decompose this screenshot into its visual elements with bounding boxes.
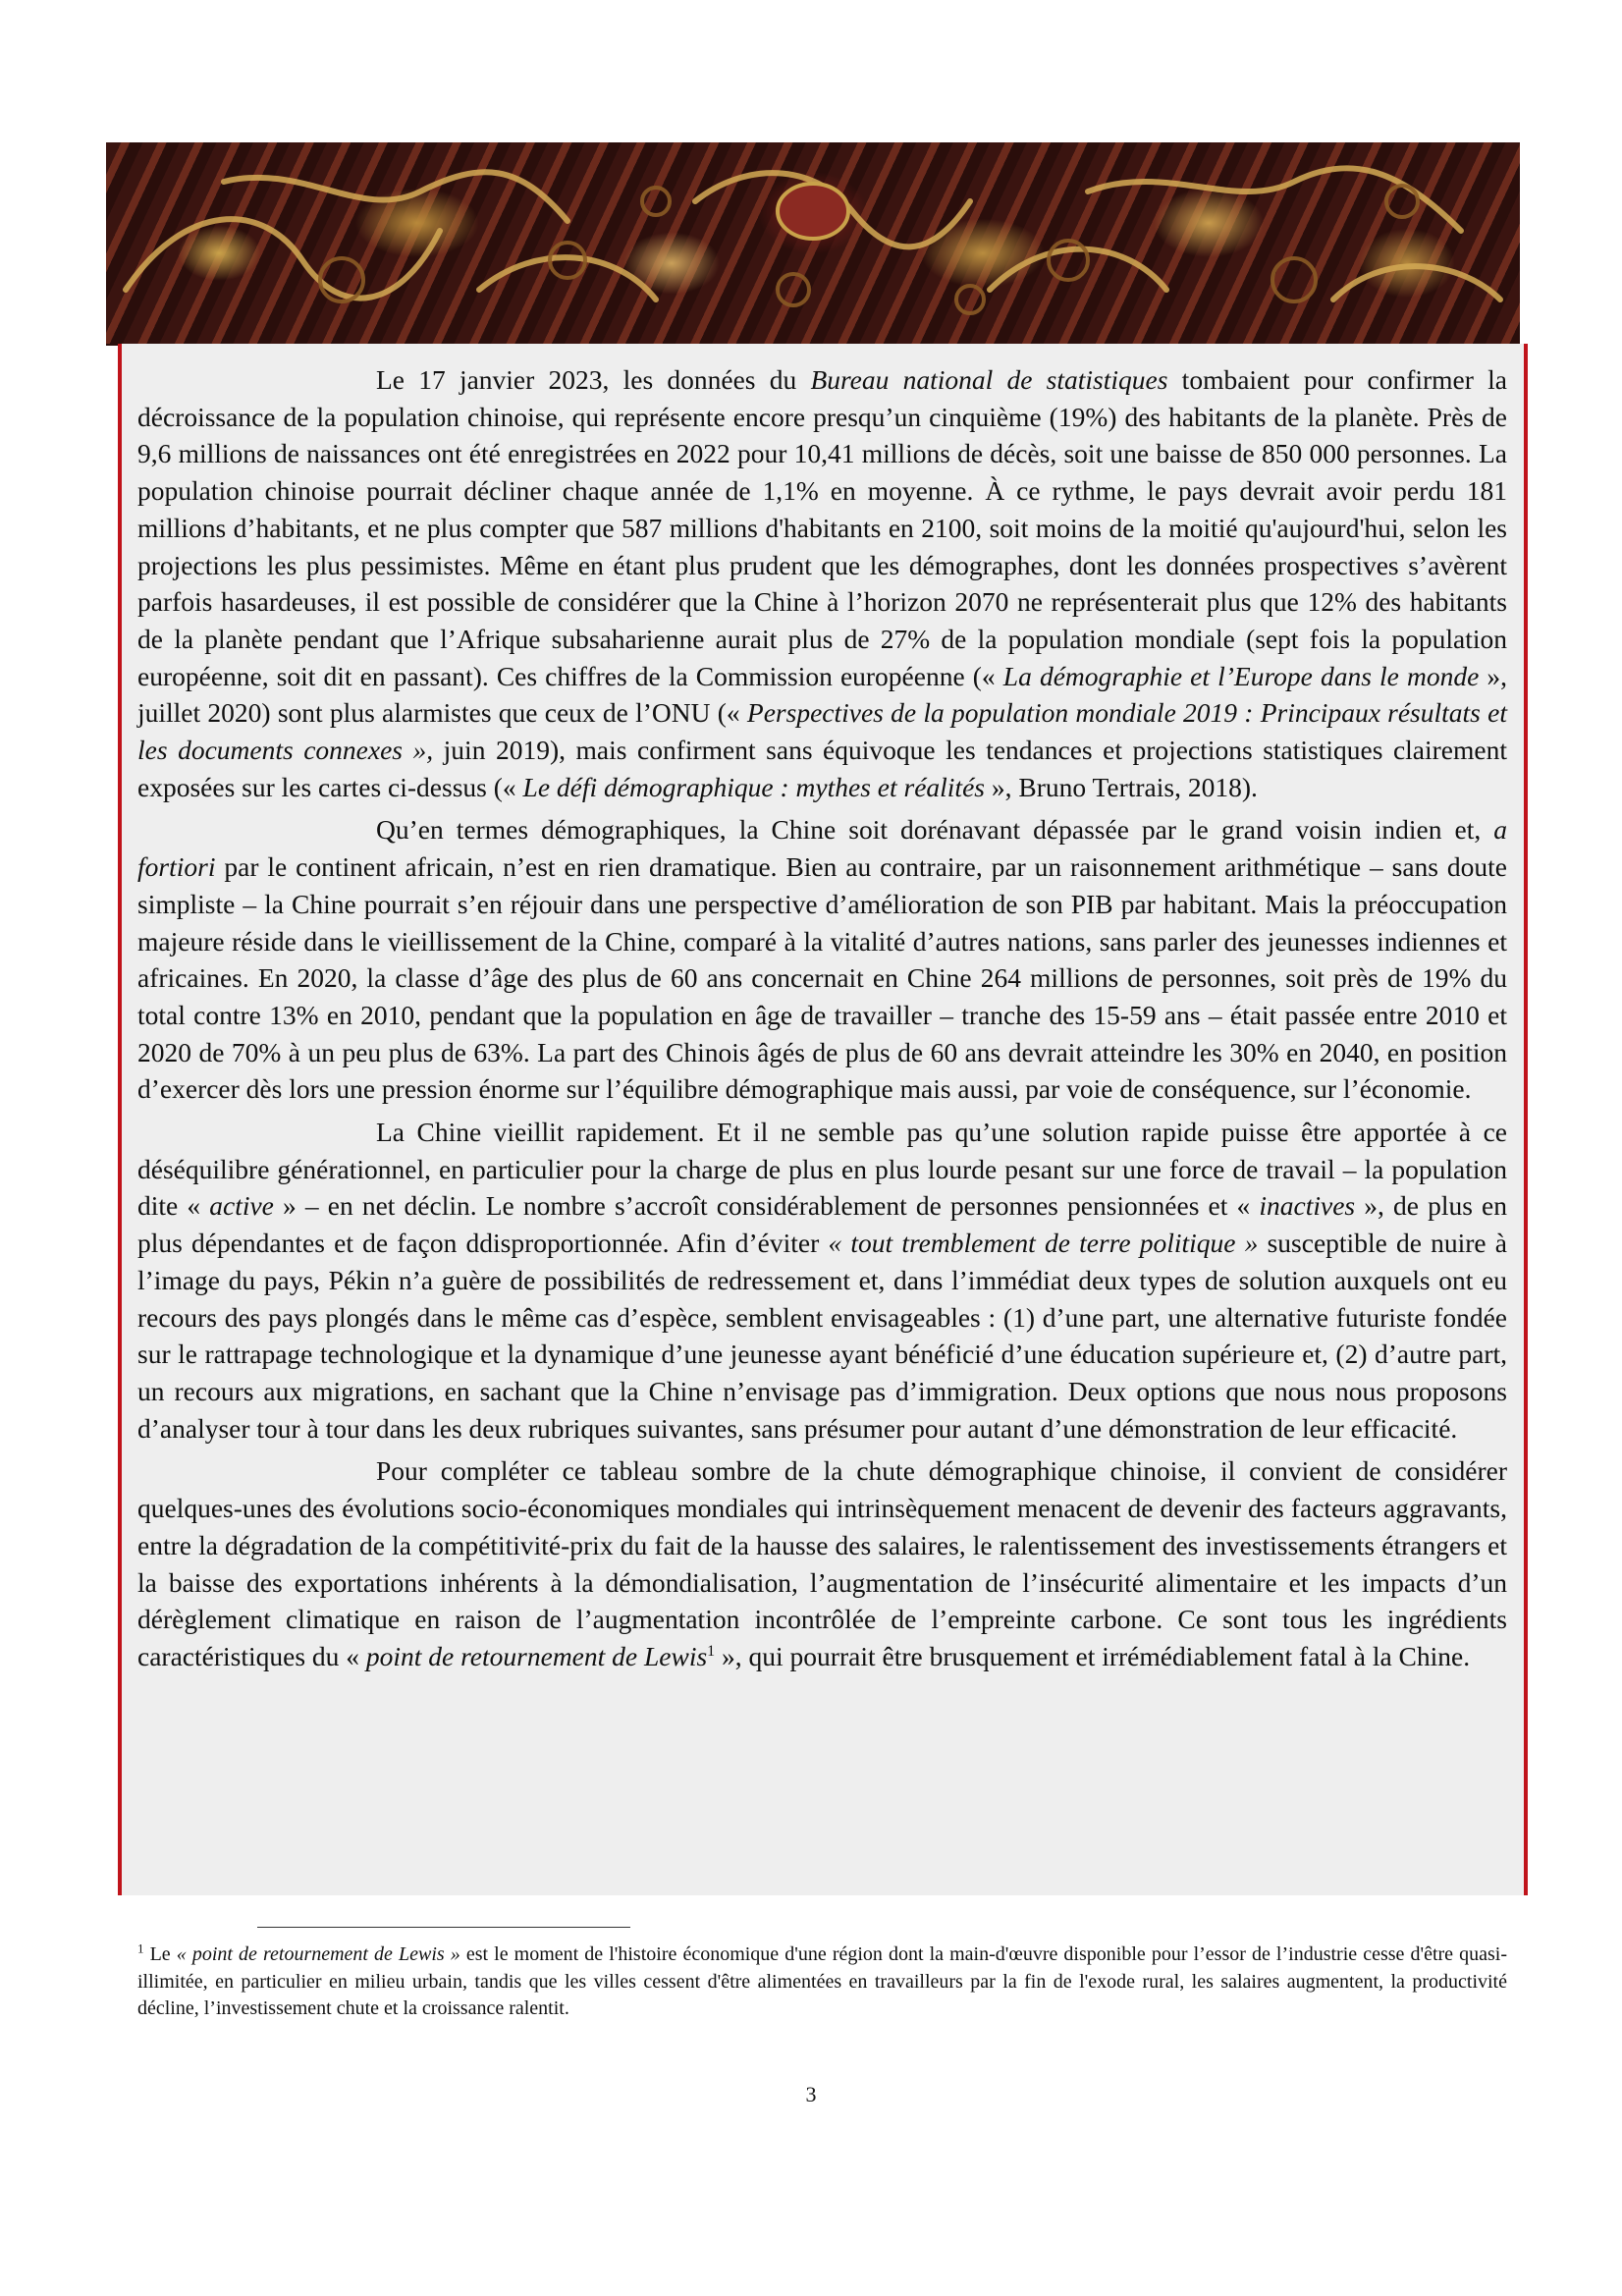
- page-number: 3: [805, 2082, 817, 2106]
- text-run: », juillet 2020) sont plus alarmistes que ceux de l’ONU («: [137, 660, 1508, 729]
- footnote-ref: 1: [137, 1941, 144, 1956]
- italic-text: « point de retournement de Lewis »: [176, 1943, 460, 1965]
- text-run: par le continent africain, n’est en rien dramatique. Bien au contraire, par un raisonnement arithmétique – sans doute simpliste – la Chine pourrait s’en réjouir dans une perspective d’amélioration de son PIB par habitant. Mais la préoccupation majeure réside dans le vieillissement de la Chine, comparé à la vitalité d’autres nations, sans parler des jeunesses indiennes et africaines. En 2020, la classe d’âge des plus de 60 ans concernait en Chine 264 millions de personnes, soit près de 19% du total contre 13% en 2010, pendant que la population en âge de travailler – tranche des 15-59 ans – était passée entre 2010 et 2020 de 70% à un peu plus de 63%. La part des Chinois âgés de plus de 60 ans devrait atteindre les 30% en 2040, en position d’exercer dès lors une pression énorme sur l’équilibre démographique mais aussi, par voie de conséquence, sur l’économie.: [137, 851, 1507, 1105]
- text-run: », Bruno Tertrais, 2018).: [985, 771, 1258, 802]
- carving-ornament-icon: [106, 142, 1520, 344]
- italic-text: « tout tremblement de terre politique »: [828, 1228, 1259, 1259]
- paragraph: [137, 1452, 1507, 1674]
- italic-text: active: [209, 1190, 274, 1222]
- italic-text: inactives: [1259, 1190, 1356, 1222]
- text-run: » – en net déclin. Le nombre s’accroît considérablement de personnes pensionnées et «: [273, 1190, 1260, 1222]
- text-run: juin 2019), mais confirment sans équivoque les tendances et projections statistiques clairement exposées sur les cartes ci-dessus («: [137, 735, 1508, 802]
- italic-text: La démographie et l’Europe dans le monde: [1002, 660, 1480, 691]
- text-run: Le 17 janvier 2023, les données du: [376, 364, 811, 395]
- text-run: Pour compléter ce tableau sombre de la chute démographique chinoise, il convient de considérer quelques-unes des évolutions socio-économiques mondiales qui intrinsèquement menacent de devenir des facteurs aggravants, entre la dégradation de la compétitivité-prix du fait de la hausse des salaires, le ralentissement des investissements étrangers et la baisse des exportations inhérents à la démondialisation, l’augmentation de l’insécurité alimentaire et les impacts d’un dérèglement climatique en raison de l’augmentation incontrôlée de l’empreinte carbone. Ce sont tous les ingrédients caractéristiques du «: [137, 1455, 1507, 1671]
- italic-text: Perspectives de la population mondiale 2019 : Principaux résultats et les documents connexes »,: [137, 697, 1507, 766]
- paragraph: [137, 811, 1507, 1108]
- footnote-separator: [257, 1927, 630, 1928]
- italic-text: a fortiori: [137, 814, 1507, 883]
- paragraph: [137, 1114, 1507, 1447]
- text-run: Qu’en termes démographiques, la Chine soit dorénavant dépassée par le grand voisin indien et,: [376, 814, 1494, 846]
- text-run: tombaient pour confirmer la décroissance de la population chinoise, qui représente encore presqu’un cinquième (19%) des habitants de la planète. Près de 9,6 millions de naissances ont été enregistrées en 2022 pour 10,41 millions de décès, soit une baisse de 850 000 personnes. La population chinoise pourrait décliner chaque année de 1,1% en moyenne. À ce rythme, le pays devrait avoir perdu 181 millions d’habitants, et ne plus compter que 587 millions d'habitants en 2100, soit moins de la moitié qu'aujourd'hui, selon les projections les plus pessimistes. Même en étant plus prudent que les démographes, dont les données prospectives s’avèrent parfois hasardeuses, il est possible de considérer que la Chine à l’horizon 2070 ne représenterait plus que 12% des habitants de la planète pendant que l’Afrique subsaharienne aurait plus de 27% de la population mondiale (sept fois la population européenne, soit dit en passant). Ces chiffres de la Commission européenne («: [137, 364, 1507, 691]
- carved-wood-banner-image: [106, 142, 1520, 346]
- article-body: [137, 361, 1507, 1681]
- italic-text: Bureau national de statistiques: [810, 364, 1168, 395]
- text-run: », de plus en plus dépendantes et de façon ddisproportionnée. Afin d’éviter: [137, 1190, 1507, 1259]
- text-run: est le moment de l'histoire économique d'une région dont la main-d'œuvre disponible pour l’essor de l’industrie cesse d'être quasi-illimitée, en particulier en milieu urbain, tandis que les villes cessent d'être alimentées en travailleurs par la fin de l'exode rural, les salaires augmentent, la productivité décline, l’investissement chute et la croissance ralentit.: [137, 1943, 1508, 2019]
- text-run: », qui pourrait être brusquement et irrémédiablement fatal à la Chine.: [715, 1640, 1471, 1671]
- text-run: La Chine vieillit rapidement. Et il ne semble pas qu’une solution rapide puisse être apportée à ce déséquilibre générationnel, en particulier pour la charge de plus en plus lourde pesant sur une force de travail – la population dite «: [137, 1117, 1507, 1222]
- footnote: [137, 1941, 1507, 2023]
- text-run: Le: [143, 1943, 177, 1965]
- italic-text: point de retournement de Lewis: [365, 1640, 708, 1671]
- text-run: susceptible de nuire à l’image du pays, Pékin n’a guère de possibilités de redressement et, dans l’immédiat deux types de solution auxquels ont eu recours des pays plongés dans le même cas d’espèce, semblent envisageables : (1) d’une part, une alternative futuriste fondée sur le rattrapage technologique et la dynamique d’une jeunesse ayant bénéficié d’une éducation supérieure et, (2) d’autre part, un recours aux migrations, en sachant que la Chine n’envisage pas d’immigration. Deux options que nous nous proposons d’analyser tour à tour dans les deux rubriques suivantes, sans présumer pour autant d’une démonstration de leur efficacité.: [137, 1228, 1507, 1444]
- paragraph: [137, 361, 1507, 805]
- italic-text: Le défi démographique : mythes et réalités: [522, 771, 985, 802]
- footnote-ref: 1: [707, 1642, 716, 1660]
